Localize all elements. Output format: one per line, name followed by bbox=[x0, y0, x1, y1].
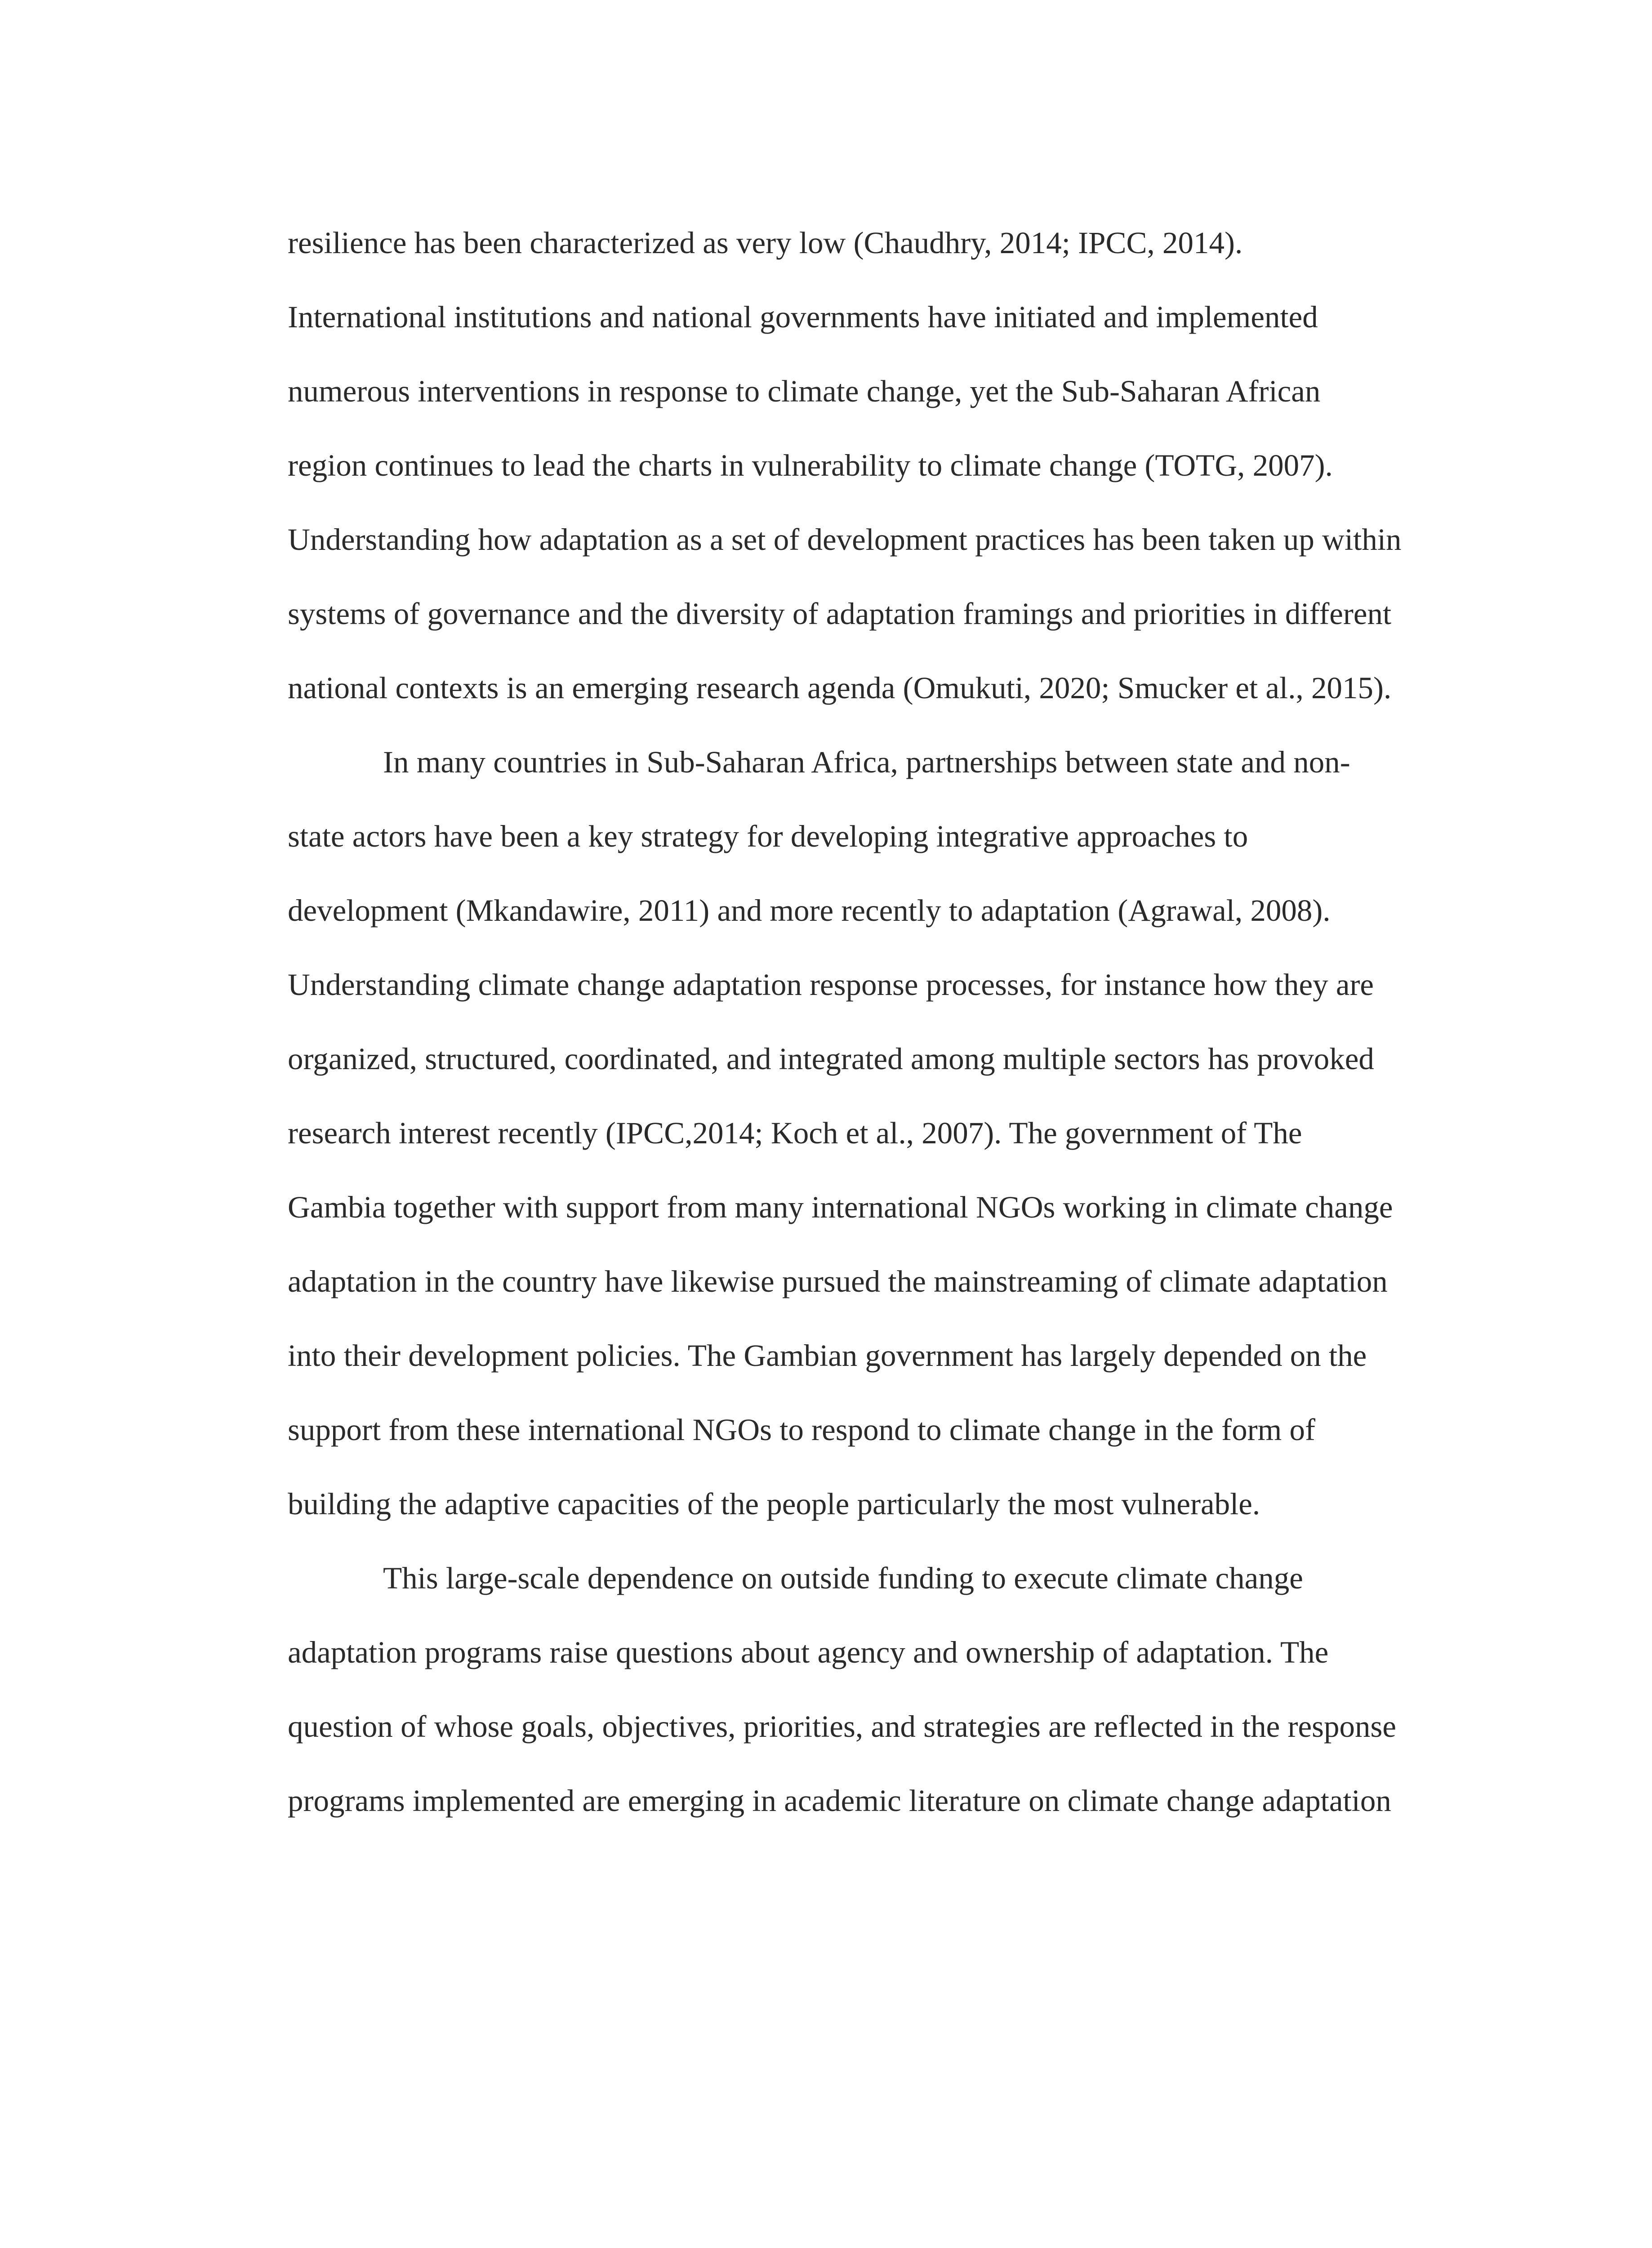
text-line: building the adaptive capacities of the people particularly the most vulnerable. bbox=[288, 1487, 1260, 1521]
text-line: national contexts is an emerging research agenda (Omukuti, 2020; Smucker et al., 2015). bbox=[288, 671, 1392, 705]
text-line: Understanding how adaptation as a set of development practices has been taken up within bbox=[288, 522, 1402, 557]
text-line: into their development policies. The Gambian government has largely depended on the bbox=[288, 1338, 1367, 1373]
text-line: organized, structured, coordinated, and integrated among multiple sectors has provoked bbox=[288, 1042, 1374, 1076]
text-line: Understanding climate change adaptation response processes, for instance how they are bbox=[288, 968, 1374, 1002]
text-line: support from these international NGOs to respond to climate change in the form of bbox=[288, 1413, 1315, 1447]
text-line: question of whose goals, objectives, priorities, and strategies are reflected in the response bbox=[288, 1709, 1396, 1744]
text-line: programs implemented are emerging in academic literature on climate change adaptation bbox=[288, 1784, 1391, 1818]
text-line: region continues to lead the charts in vulnerability to climate change (TOTG, 2007). bbox=[288, 448, 1333, 482]
text-line: Gambia together with support from many international NGOs working in climate change bbox=[288, 1190, 1393, 1224]
text-line: resilience has been characterized as very low (Chaudhry, 2014; IPCC, 2014). bbox=[288, 226, 1243, 260]
text-line: systems of governance and the diversity of adaptation framings and priorities in different bbox=[288, 597, 1392, 631]
text-line: state actors have been a key strategy for developing integrative approaches to bbox=[288, 819, 1248, 853]
text-line: numerous interventions in response to climate change, yet the Sub-Saharan African bbox=[288, 374, 1321, 408]
body-text bbox=[288, 218, 1456, 1850]
paragraph-start-line: In many countries in Sub-Saharan Africa, partnerships between state and non- bbox=[383, 745, 1350, 779]
text-line: research interest recently (IPCC,2014; Koch et al., 2007). The government of The bbox=[288, 1116, 1302, 1150]
paragraph-start-line: This large-scale dependence on outside funding to execute climate change bbox=[383, 1561, 1303, 1595]
text-line: adaptation programs raise questions about agency and ownership of adaptation. The bbox=[288, 1635, 1329, 1669]
text-line: International institutions and national governments have initiated and implemented bbox=[288, 300, 1318, 334]
text-line: adaptation in the country have likewise pursued the mainstreaming of climate adaptation bbox=[288, 1264, 1388, 1298]
text-line: development (Mkandawire, 2011) and more recently to adaptation (Agrawal, 2008). bbox=[288, 893, 1331, 928]
